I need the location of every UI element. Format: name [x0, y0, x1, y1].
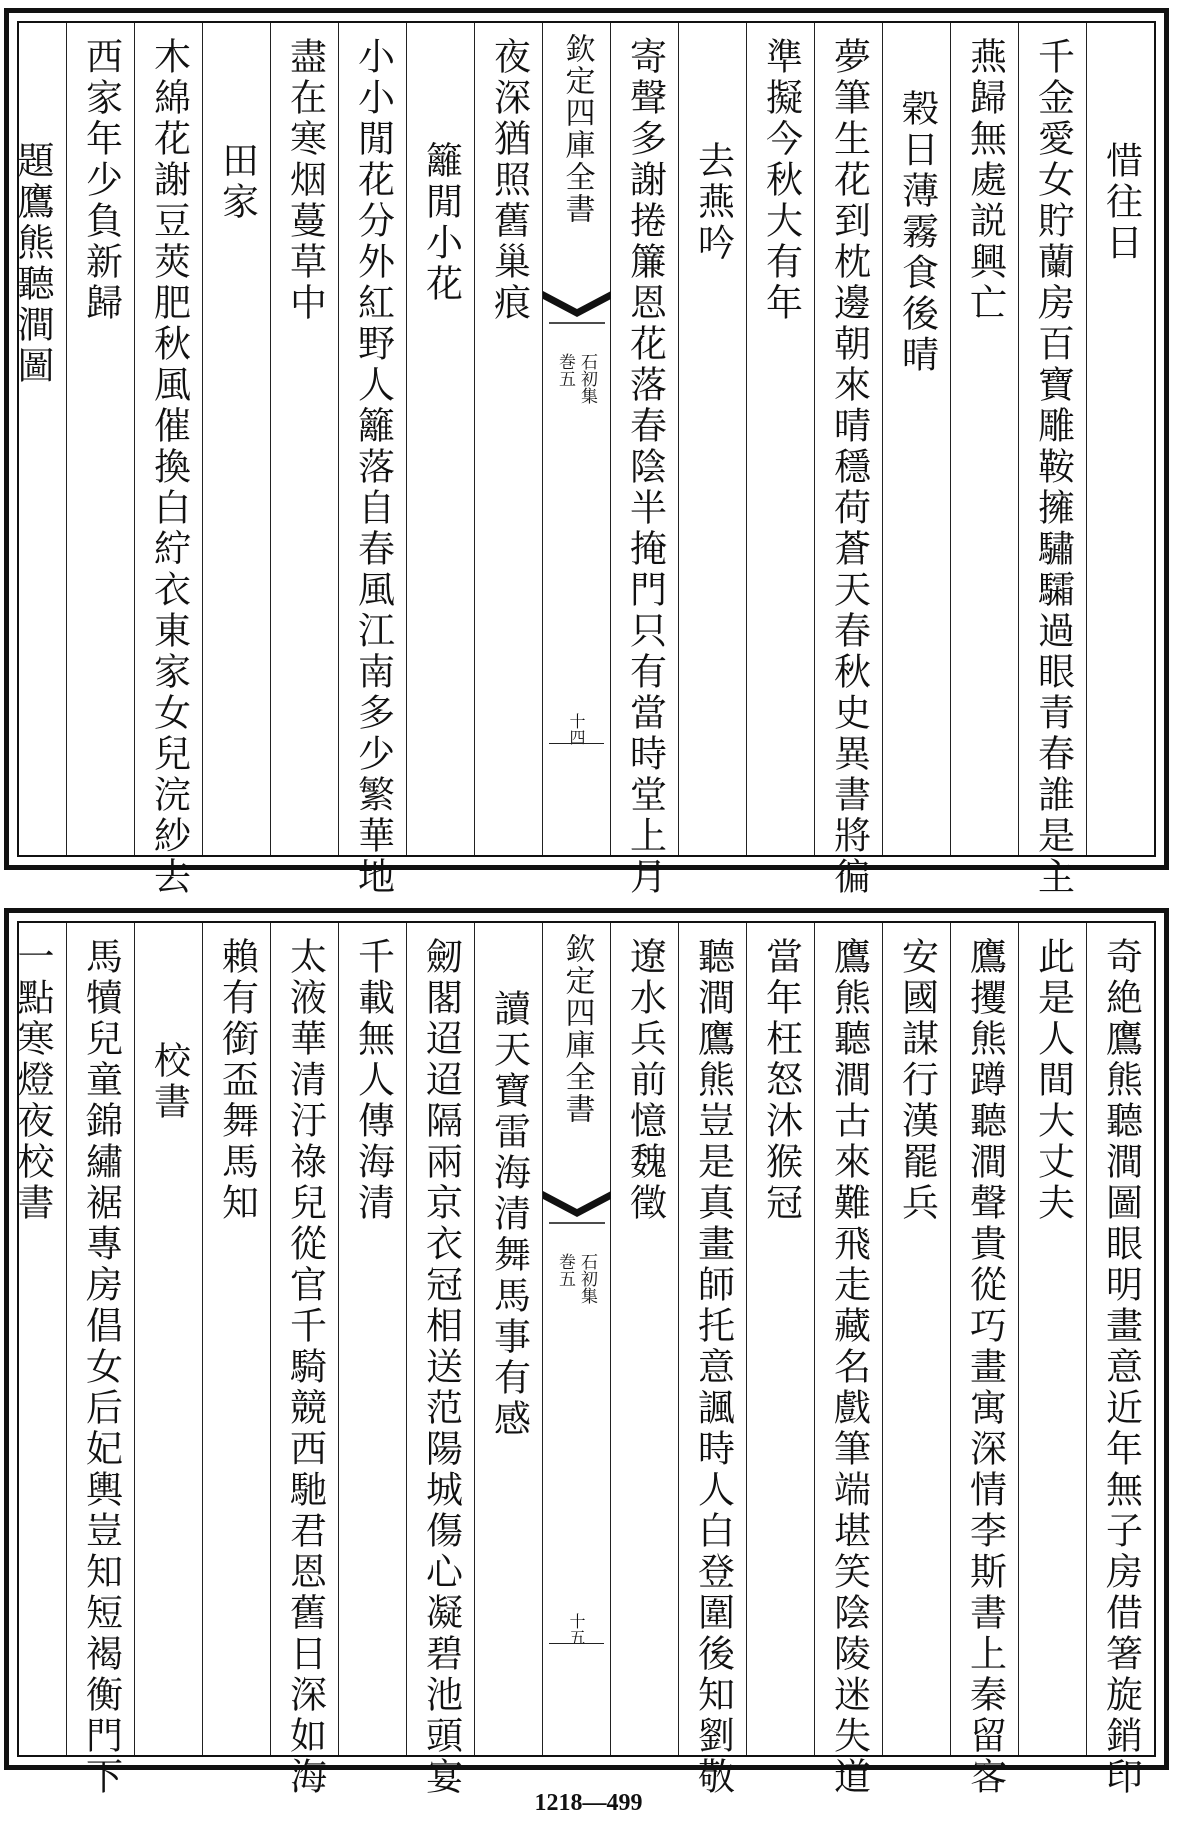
column-text: 千載無人傳海清	[351, 937, 395, 1224]
column-text: 當年枉怒沐猴冠	[759, 937, 803, 1224]
text-column	[882, 923, 950, 1755]
text-column	[0, 23, 66, 855]
text-column	[202, 23, 270, 855]
text-column	[66, 23, 134, 855]
text-column	[474, 923, 542, 1755]
text-column	[610, 923, 678, 1755]
text-column	[814, 923, 882, 1798]
column-text: 夜深猶照舊巢痕	[487, 37, 531, 324]
column-text: 鷹攫熊蹲聽澗聲貴從巧畫寓深情李斯書上秦留客	[963, 937, 1007, 1798]
column-text: 聽澗鷹熊豈是真畫師托意諷時人白登圍後知劉敬	[691, 937, 735, 1798]
collection-title: 欽定四庫全書	[559, 33, 595, 225]
column-text: 馬犢兒童錦繡裾專房倡女后妃輿豈知短褐衡門下	[79, 937, 123, 1798]
page-top-columns	[11, 23, 1154, 898]
text-column	[474, 23, 542, 855]
page-top	[4, 8, 1169, 898]
fold-divider	[549, 1643, 604, 1644]
text-column	[1086, 923, 1154, 1798]
text-column	[746, 23, 814, 855]
column-text: 太液華清汙祿兒從官千騎競西馳君恩舊日深如海	[283, 937, 327, 1798]
column-text: 賴有銜盃舞馬知	[215, 937, 259, 1224]
text-column	[882, 23, 950, 855]
column-text: 夢筆生花到枕邊朝來晴穩荷蒼天春秋史異書將徧	[827, 37, 871, 898]
text-column	[610, 23, 678, 898]
juan-number: 巻五	[555, 1253, 575, 1287]
juan-number: 巻五	[555, 353, 575, 387]
collection-title: 欽定四庫全書	[559, 933, 595, 1125]
text-column	[406, 23, 474, 855]
column-text: 劒閣迢迢隔兩京衣冠相送范陽城傷心凝碧池頭宴	[419, 937, 463, 1798]
text-column	[202, 923, 270, 1755]
text-column	[338, 923, 406, 1755]
leaf-number: 十五	[567, 1613, 586, 1645]
column-text: 寄聲多謝捲簾恩花落春陰半掩門只有當時堂上月	[623, 37, 667, 898]
column-text: 惜往日	[1099, 141, 1143, 264]
column-text: 木綿花謝豆莢肥秋風催換白紵衣東家女兒浣紗去	[147, 37, 191, 898]
column-text: 安國謀行漢罷兵	[895, 937, 939, 1224]
column-text: 小小閒花分外紅野人籬落自春風江南多少繁華地	[351, 37, 395, 898]
center-fold-column	[542, 23, 610, 855]
book-name: 石初集	[577, 353, 597, 404]
text-column	[270, 923, 338, 1798]
text-column	[134, 923, 202, 1755]
column-text: 準擬今秋大有年	[759, 37, 803, 324]
text-column	[66, 923, 134, 1798]
column-text: 讀天寶雷海清舞馬事有感	[487, 989, 531, 1440]
column-text: 遼水兵前憶魏徵	[623, 937, 667, 1224]
column-text: 校書	[147, 1041, 191, 1123]
column-text: 一點寒燈夜校書	[11, 937, 54, 1224]
column-text: 此是人間大丈夫	[1031, 937, 1075, 1224]
text-column	[1018, 23, 1086, 898]
text-column	[678, 23, 746, 855]
column-text: 千金愛女貯蘭房百寶雕鞍擁驌驦過眼青春誰是主	[1031, 37, 1075, 898]
column-text: 鷹熊聽澗古來難飛走藏名戲筆端堪笑陰陵迷失道	[827, 937, 871, 1798]
text-column	[406, 923, 474, 1798]
text-column	[1086, 23, 1154, 855]
text-column	[0, 923, 66, 1755]
column-text: 籬閒小花	[419, 141, 463, 305]
center-fold-column	[542, 923, 610, 1755]
text-column	[338, 23, 406, 898]
page-bottom-columns	[11, 923, 1154, 1798]
text-column	[1018, 923, 1086, 1755]
text-column	[678, 923, 746, 1798]
text-column	[950, 923, 1018, 1798]
column-text: 題鷹熊聽澗圖	[11, 141, 54, 387]
column-text: 田家	[215, 141, 259, 223]
column-text: 去燕吟	[691, 141, 735, 264]
column-text: 盡在寒烟蔓草中	[283, 37, 327, 324]
column-text: 燕歸無處説興亡	[963, 37, 1007, 324]
fish-tail-mark-icon	[543, 285, 611, 329]
text-column	[746, 923, 814, 1755]
book-name: 石初集	[577, 1253, 597, 1304]
text-column	[814, 23, 882, 898]
text-column	[950, 23, 1018, 855]
fold-divider	[549, 743, 604, 744]
column-text: 奇絶鷹熊聽澗圖眼明畫意近年無子房借箸旋銷印	[1099, 937, 1143, 1798]
fish-tail-mark-icon	[543, 1185, 611, 1229]
text-column	[134, 23, 202, 898]
leaf-number: 十四	[567, 713, 586, 745]
column-text: 西家年少負新歸	[79, 37, 123, 324]
column-text: 榖日薄霧食後晴	[895, 89, 939, 376]
text-column	[270, 23, 338, 855]
page-footer-number: 1218—499	[534, 1790, 643, 1816]
page-bottom	[4, 908, 1169, 1798]
